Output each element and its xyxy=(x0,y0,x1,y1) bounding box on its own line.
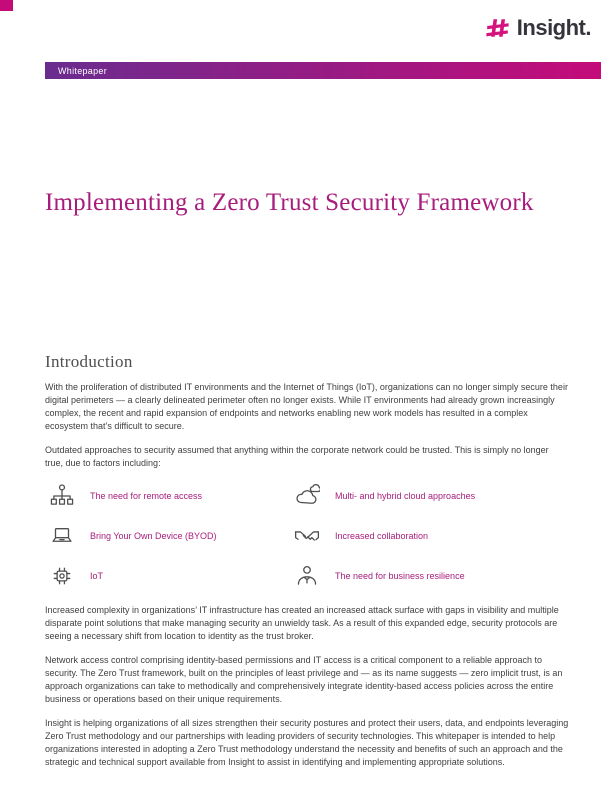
factor-label: The need for remote access xyxy=(90,490,203,501)
paragraph-4: Network access control comprising identity-based permissions and IT access is a critical component to a reliable approach to security. The Zero Trust framework, built on the principles of least privilege and — as its name suggests — zero implicit trust, is an approach organizations can take to methodically and comprehensively integrate identity-based access policies across the entire business or operations based on their unique requirements. xyxy=(45,655,563,704)
factor-remote-access xyxy=(48,481,293,510)
factor-collaboration xyxy=(293,521,569,550)
banner-label: Whitepaper xyxy=(58,65,108,76)
paragraph-5: Insight is helping organizations of all sizes strengthen their security postures and protect their users, data, and endpoints leveraging Zero Trust methodology and our partnerships with leading providers of security technologies. This whitepaper is intended to help organizations interested in adopting a Zero Trust methodology understand the necessity and benefits of such an approach and the strategic and technical support available from Insight to assist in identifying and implementing appropriate solutions. xyxy=(45,718,569,767)
page-title: Implementing a Zero Trust Security Framework xyxy=(45,189,534,216)
org-chart-icon xyxy=(48,483,76,509)
factor-label: IoT xyxy=(90,570,104,581)
corner-accent xyxy=(0,0,13,11)
introduction-heading: Introduction xyxy=(45,352,133,371)
factor-label: Increased collaboration xyxy=(335,530,429,541)
paragraph-2: Outdated approaches to security assumed that anything within the corporate network could be trusted. This is simply no longer true, due to factors including: xyxy=(45,445,549,468)
introduction-section xyxy=(45,352,569,780)
person-icon xyxy=(293,563,321,589)
chip-icon xyxy=(48,563,76,589)
factor-label: Bring Your Own Device (BYOD) xyxy=(90,530,217,541)
factor-byod xyxy=(48,521,293,550)
laptop-icon xyxy=(48,523,76,549)
factors-grid xyxy=(45,481,569,590)
handshake-icon xyxy=(293,523,321,549)
factor-cloud xyxy=(293,481,569,510)
factor-iot xyxy=(48,561,293,590)
insight-logo xyxy=(484,15,591,41)
whitepaper-banner xyxy=(45,62,601,79)
insight-logo-text: Insight. xyxy=(516,15,591,40)
paragraph-1: With the proliferation of distributed IT environments and the Internet of Things (IoT), organizations can no longer simply secure their digital perimeters — a clearly delineated perimeter often no longer exists. While IT environments had already grown increasingly complex, the recent and rapid expansion of endpoints and networks enabling new work models has resulted in a complex ecosystem that’s difficult to secure. xyxy=(45,382,568,431)
factor-resilience xyxy=(293,561,569,590)
insight-hash-icon xyxy=(484,16,511,40)
cloud-icon xyxy=(293,483,321,509)
factor-label: Multi- and hybrid cloud approaches xyxy=(335,490,476,501)
paragraph-3: Increased complexity in organizations’ IT infrastructure has created an increased attack surface with gaps in visibility and multiple disparate point solutions that make managing security an unwieldy task. As a result of this expanded edge, security protocols are seeing a necessary shift from location to identity as the trust broker. xyxy=(45,605,559,641)
factor-label: The need for business resilience xyxy=(335,570,465,581)
